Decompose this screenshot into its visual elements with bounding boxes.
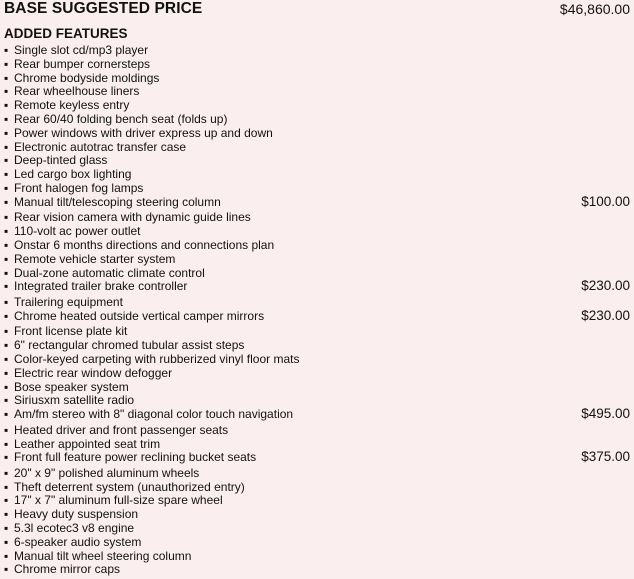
feature-label: Front halogen fog lamps	[14, 180, 144, 195]
feature-item	[4, 450, 630, 466]
feature-item	[4, 167, 630, 181]
bullet-icon: ▪	[4, 153, 9, 168]
base-price-row	[4, 0, 630, 18]
feature-label: Chrome heated outside vertical camper mirrors	[14, 308, 265, 323]
feature-label: Dual-zone automatic climate control	[14, 265, 205, 280]
feature-item	[4, 252, 630, 266]
bullet-icon: ▪	[4, 251, 9, 266]
bullet-icon: ▪	[4, 237, 9, 252]
feature-label: Manual tilt wheel steering column	[14, 548, 192, 563]
feature-item	[4, 338, 630, 352]
feature-item	[4, 493, 630, 507]
bullet-icon: ▪	[4, 379, 9, 394]
bullet-icon: ▪	[4, 393, 9, 408]
feature-label: Single slot cd/mp3 player	[14, 43, 149, 57]
feature-label: Theft deterrent system (unauthorized entry)	[14, 479, 245, 494]
bullet-icon: ▪	[4, 450, 9, 465]
bullet-icon: ▪	[4, 139, 9, 154]
feature-label: Electronic autotrac transfer case	[14, 139, 187, 154]
feature-item	[4, 393, 630, 407]
feature-item	[4, 266, 630, 280]
feature-item	[4, 324, 630, 338]
feature-label: Chrome mirror caps	[14, 562, 121, 577]
bullet-icon: ▪	[4, 324, 9, 339]
bullet-icon: ▪	[4, 479, 9, 494]
bullet-icon: ▪	[4, 548, 9, 563]
feature-item	[4, 521, 630, 535]
feature-item	[4, 466, 630, 480]
feature-label: Remote keyless entry	[14, 98, 130, 113]
bullet-icon: ▪	[4, 534, 9, 549]
feature-label: Front full feature power reclining bucket seats	[14, 450, 257, 465]
feature-label: Siriusxm satellite radio	[14, 393, 135, 408]
added-features-heading: ADDED FEATURES	[4, 26, 128, 41]
feature-price: $495.00	[581, 406, 630, 422]
bullet-icon: ▪	[4, 56, 9, 71]
bullet-icon: ▪	[4, 422, 9, 437]
bullet-icon: ▪	[4, 43, 9, 57]
feature-label: 20" x 9" polished aluminum wheels	[14, 465, 200, 480]
feature-label: Leather appointed seat trim	[14, 436, 161, 451]
feature-item	[4, 549, 630, 563]
feature-item	[4, 309, 630, 325]
feature-item	[4, 98, 630, 112]
bullet-icon: ▪	[4, 70, 9, 85]
feature-label: Deep-tinted glass	[14, 153, 108, 168]
feature-label: Bose speaker system	[14, 379, 129, 394]
feature-label: Rear 60/40 folding bench seat (folds up)	[14, 111, 228, 126]
feature-item	[4, 181, 630, 195]
bullet-icon: ▪	[4, 407, 9, 422]
bullet-icon: ▪	[4, 279, 9, 294]
feature-item	[4, 84, 630, 98]
feature-label: Remote vehicle starter system	[14, 251, 176, 266]
bullet-icon: ▪	[4, 521, 9, 536]
feature-price: $375.00	[581, 449, 630, 465]
bullet-icon: ▪	[4, 365, 9, 380]
feature-price: $230.00	[581, 278, 630, 294]
feature-label: Power windows with driver express up and down	[14, 125, 273, 140]
feature-label: Am/fm stereo with 8" diagonal color touch navigation	[14, 407, 294, 422]
feature-item	[4, 535, 630, 549]
base-price-value: $46,860.00	[559, 1, 630, 17]
feature-item	[4, 507, 630, 521]
feature-label: 6" rectangular chromed tubular assist steps	[14, 338, 245, 353]
bullet-icon: ▪	[4, 507, 9, 522]
feature-item	[4, 224, 630, 238]
bullet-icon: ▪	[4, 465, 9, 480]
feature-label: 6-speaker audio system	[14, 534, 142, 549]
feature-item	[4, 238, 630, 252]
feature-item	[4, 423, 630, 437]
bullet-icon: ▪	[4, 84, 9, 99]
bullet-icon: ▪	[4, 308, 9, 323]
feature-item	[4, 195, 630, 211]
feature-label: 5.3l ecotec3 v8 engine	[14, 521, 135, 536]
feature-label: Electric rear window defogger	[14, 365, 173, 380]
bullet-icon: ▪	[4, 294, 9, 309]
feature-list	[4, 43, 630, 576]
feature-label: Heated driver and front passenger seats	[14, 422, 229, 437]
feature-label: Chrome bodyside moldings	[14, 70, 160, 85]
feature-label: Front license plate kit	[14, 324, 128, 339]
feature-item	[4, 153, 630, 167]
feature-item	[4, 295, 630, 309]
feature-item	[4, 480, 630, 494]
base-price-title: BASE SUGGESTED PRICE	[4, 0, 203, 17]
bullet-icon: ▪	[4, 167, 9, 182]
feature-item	[4, 352, 630, 366]
feature-price: $230.00	[581, 307, 630, 323]
feature-label: 17" x 7" aluminum full-size spare wheel	[14, 493, 223, 508]
feature-item	[4, 43, 630, 57]
feature-label: Rear vision camera with dynamic guide lines	[14, 210, 251, 225]
feature-item	[4, 279, 630, 295]
bullet-icon: ▪	[4, 338, 9, 353]
feature-label: Led cargo box lighting	[14, 167, 132, 182]
feature-item	[4, 112, 630, 126]
feature-item	[4, 380, 630, 394]
feature-label: Integrated trailer brake controller	[14, 279, 188, 294]
bullet-icon: ▪	[4, 493, 9, 508]
bullet-icon: ▪	[4, 224, 9, 239]
bullet-icon: ▪	[4, 111, 9, 126]
bullet-icon: ▪	[4, 436, 9, 451]
feature-label: Rear wheelhouse liners	[14, 84, 140, 99]
feature-label: Manual tilt/telescoping steering column	[14, 194, 221, 209]
bullet-icon: ▪	[4, 98, 9, 113]
feature-item	[4, 437, 630, 451]
bullet-icon: ▪	[4, 180, 9, 195]
feature-price: $100.00	[581, 193, 630, 209]
feature-item	[4, 140, 630, 154]
feature-item	[4, 562, 630, 576]
feature-label: 110-volt ac power outlet	[14, 224, 141, 239]
bullet-icon: ▪	[4, 562, 9, 577]
feature-label: Rear bumper cornersteps	[14, 56, 151, 71]
feature-item	[4, 71, 630, 85]
feature-item	[4, 57, 630, 71]
bullet-icon: ▪	[4, 125, 9, 140]
feature-item	[4, 210, 630, 224]
feature-label: Trailering equipment	[14, 294, 123, 309]
bullet-icon: ▪	[4, 265, 9, 280]
feature-item	[4, 126, 630, 140]
bullet-icon: ▪	[4, 210, 9, 225]
feature-item	[4, 407, 630, 423]
feature-item	[4, 366, 630, 380]
feature-label: Heavy duty suspension	[14, 507, 139, 522]
feature-label: Color-keyed carpeting with rubberized vinyl floor mats	[14, 351, 300, 366]
bullet-icon: ▪	[4, 351, 9, 366]
bullet-icon: ▪	[4, 194, 9, 209]
feature-label: Onstar 6 months directions and connections plan	[14, 237, 275, 252]
